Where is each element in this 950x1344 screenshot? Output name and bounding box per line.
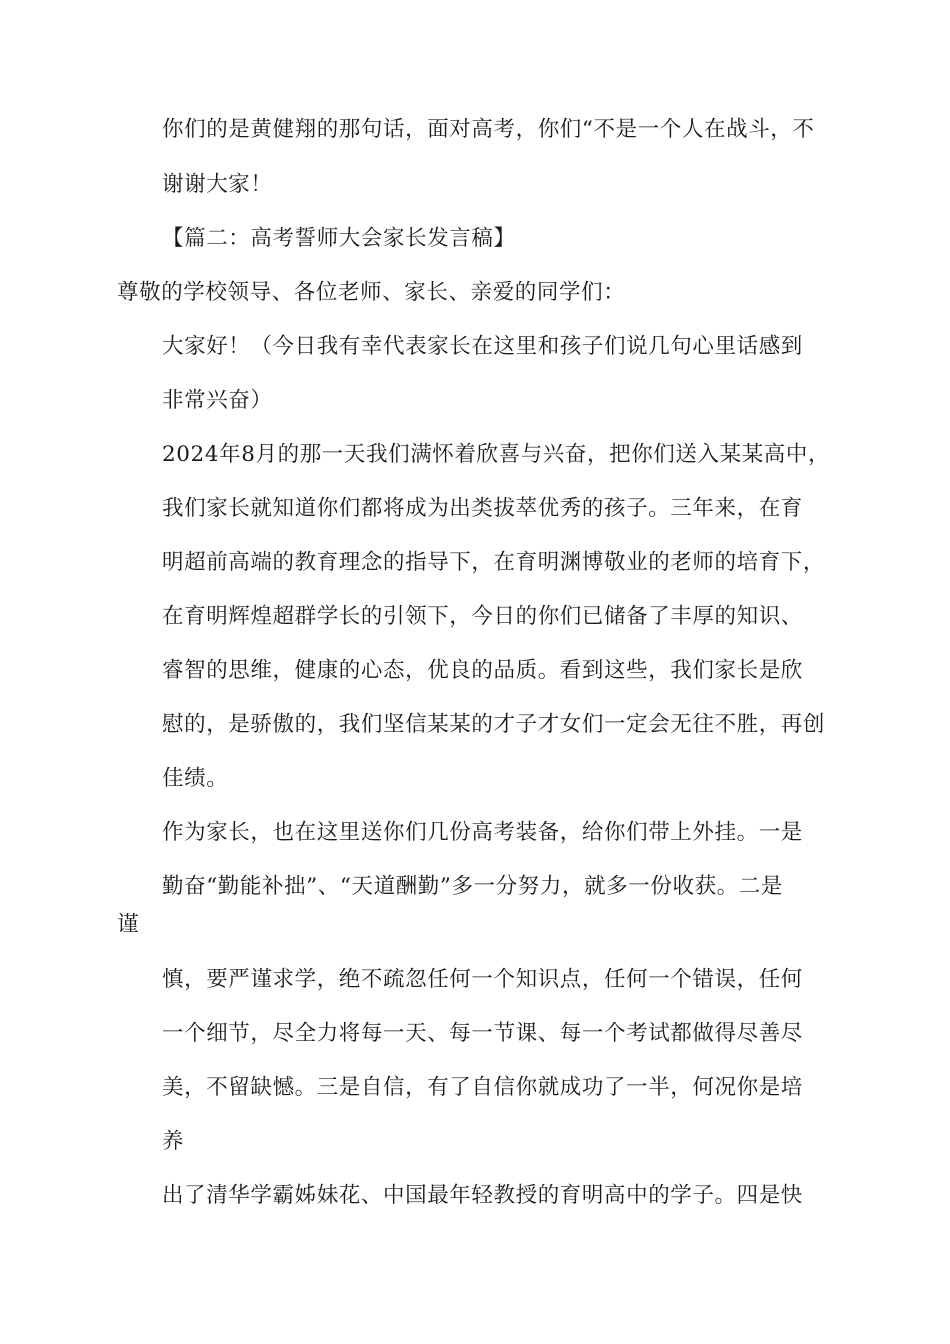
text-line: 出了清华学霸姊妹花、中国最年轻教授的育明高中的学子。四是快 bbox=[162, 1183, 803, 1208]
text-line: 作为家长，也在这里送你们几份高考装备，给你们带上外挂。一是 bbox=[162, 820, 803, 845]
text-line: 谢谢大家！ bbox=[162, 172, 273, 197]
text-line: 大家好！（今日我有幸代表家长在这里和孩子们说几句心里话感到 bbox=[162, 334, 803, 359]
text-line: 养 bbox=[162, 1129, 185, 1154]
text-line: 佳绩。 bbox=[162, 766, 229, 791]
text-line: 明超前高端的教育理念的指导下，在育明渊博敬业的老师的培育下， bbox=[162, 550, 826, 575]
text-line: 睿智的思维，健康的心态，优良的品质。看到这些，我们家长是欣 bbox=[162, 658, 803, 683]
salutation-line: 尊敬的学校领导、各位老师、家长、亲爱的同学们： bbox=[117, 280, 626, 305]
text-line: 勤奋“勤能补拙”、“天道酬勤”多一分努力，就多一份收获。二是 bbox=[162, 874, 783, 899]
text-line: 2024年8月的那一天我们满怀着欣喜与兴奋，把你们送入某某高中， bbox=[162, 442, 831, 467]
text-line: 非常兴奋） bbox=[162, 388, 273, 413]
text-line: 谨 bbox=[117, 912, 140, 937]
section-heading: 【篇二：高考誓师大会家长发言稿】 bbox=[162, 226, 516, 251]
text-line: 你们的是黄健翔的那句话，面对高考，你们“不是一个人在战斗，不 bbox=[162, 117, 815, 142]
text-line: 在育明辉煌超群学长的引领下，今日的你们已储备了丰厚的知识、 bbox=[162, 604, 803, 629]
text-line: 一个细节，尽全力将每一天、每一节课、每一个考试都做得尽善尽 bbox=[162, 1021, 803, 1046]
text-line: 我们家长就知道你们都将成为出类拔萃优秀的孩子。三年来，在育 bbox=[162, 496, 803, 521]
text-line: 慎，要严谨求学，绝不疏忽任何一个知识点，任何一个错误，任何 bbox=[162, 967, 803, 992]
text-line: 慰的，是骄傲的，我们坚信某某的才子才女们一定会无往不胜，再创 bbox=[162, 712, 826, 737]
text-line: 美，不留缺憾。三是自信，有了自信你就成功了一半，何况你是培 bbox=[162, 1075, 803, 1100]
